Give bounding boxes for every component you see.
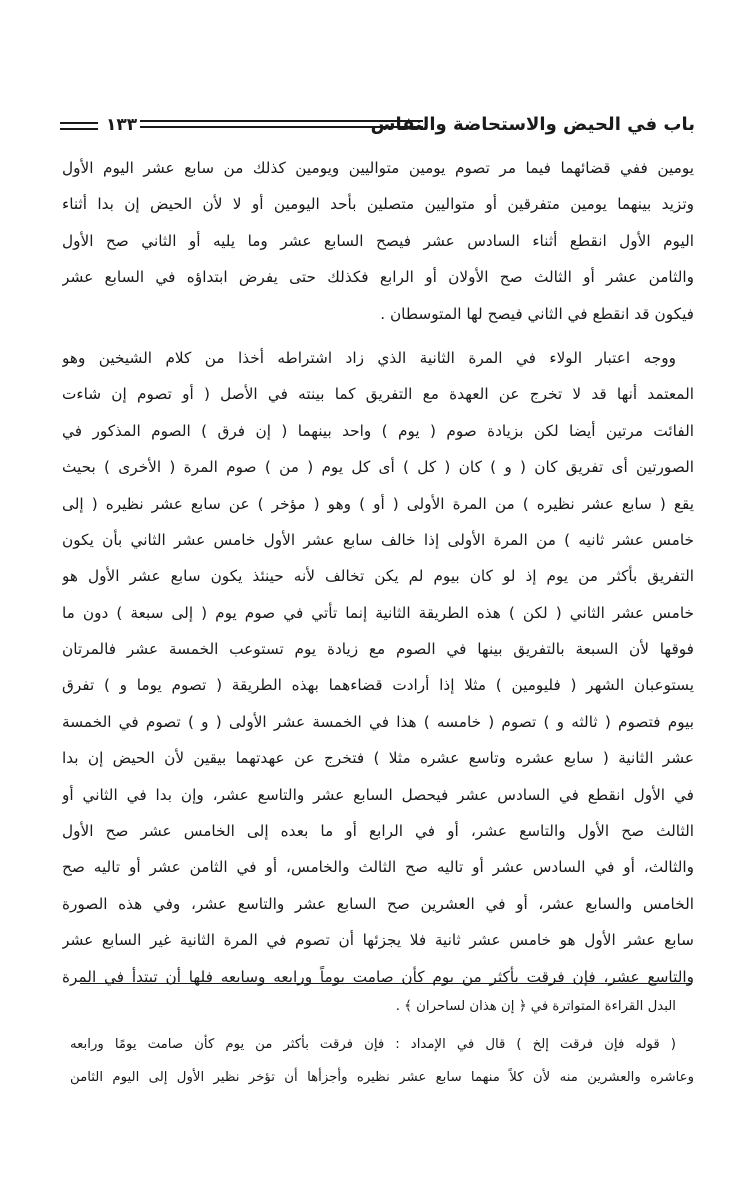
text-line: والثالث، أو في السادس عشر أو تاليه صح الثالث والخامس، أو في الثامن عشر أو تاليه صح — [62, 858, 694, 877]
text-line: ووجه اعتبار الولاء في المرة الثانية الذي زاد اشتراطه أخذا من كلام الشيخين وهو — [62, 348, 676, 367]
text-line: الخامس والسابع عشر، أو في العشرين صح السابع عشر والتاسع عشر، وفي هذه الصورة — [62, 894, 694, 913]
page-number: ١٣٣ — [106, 115, 138, 135]
text-line: خامس عشر ثانيه ) من المرة الأولى إذا خالف سابع عشر الأول خامس عشر الثاني بأن يكون — [62, 530, 694, 549]
main-text — [62, 150, 694, 995]
chapter-title: باب في الحيض والاستحاضة والنفاس — [370, 114, 695, 135]
running-header — [60, 111, 695, 143]
header-short-rule — [60, 122, 98, 130]
footnote-line: ( قوله فإن فرقت إلخ ) قال في الإمداد : فإن فرقت بأكثر من يوم كأن صامت يومًا ورابعه — [70, 1037, 676, 1052]
footnote-2 — [70, 1028, 694, 1094]
text-line: المعتمد أنها قد لا تخرج عن العهدة مع التفريق كما بينته في الأصل ( أو تصوم إن شاءت — [62, 385, 694, 404]
text-line: في الأول انقطع في السادس عشر فيحصل السابع عشر والتاسع عشر، وإن بدا في الثاني أو — [62, 785, 694, 804]
text-line: خامس عشر الثاني ( لكن ) هذه الطريقة الثانية إنما تأتي في صوم يوم ( إلى سبعة ) دون ما — [62, 603, 694, 622]
footnote-1 — [70, 990, 694, 1023]
text-line: التفريق بأكثر من يوم إذ لو كان بيوم لم يكن تخالف لأنه حينئذ يكون سابع عشر الأول هو — [62, 567, 694, 586]
text-line: فوقها لأن السبعة بالتفريق بينها في الصوم مع زيادة يوم تستوعب الخمسة عشر فالمرتان — [62, 640, 694, 659]
text-line: عشر الثانية ( سابع عشره وتاسع عشره مثلا ) فتخرج عن عهدتهما بيقين لأن الحيض إن بدا — [62, 749, 694, 768]
footnotes — [70, 990, 694, 1094]
text-line: بيوم فتصوم ( ثالثه و ) تصوم ( خامسه ) هذا في الخمسة عشر الأولى ( و ) تصوم في الخمسة — [62, 712, 694, 731]
paragraph-1 — [62, 150, 694, 332]
text-line: والثامن عشر أو الثالث صح الأولان أو الرابع فكذلك حتى يفرض ابتداؤه في السابع عشر — [62, 268, 694, 287]
footnote-separator — [80, 983, 692, 984]
paragraph-2 — [62, 340, 694, 995]
header-double-rule — [140, 120, 423, 128]
footnote-line: البدل القراءة المتواترة في ﴿ إن هذان لساحران ﴾ . — [395, 999, 676, 1014]
text-line: يومين ففي قضائهما فيما مر تصوم يومين متواليين ويومين كذلك من سابع عشر اليوم الأول — [62, 159, 694, 177]
text-line: الفائت مرتين أيضا لكن بزيادة صوم ( يوم ) واحد بينهما ( إن فرق ) الصوم المذكور في — [62, 421, 694, 440]
text-line: والتاسع عشر، فإن فرقت بأكثر من يوم كأن صامت يوماً ورابعه وسابعه فلها أن تبتدأ في المرة — [62, 967, 694, 986]
text-line: الصورتين أى تفريق كان ( و ) كان ( كل ) أى كل يوم ( من ) صوم المرة ( الأخرى ) بحيث — [62, 458, 694, 477]
text-line: الثالث صح الأول والتاسع عشر، أو في الرابع أو ما بعده إلى الخامس عشر صح الأول — [62, 822, 694, 841]
text-line: فيكون قد انقطع في الثاني فيصح لها المتوسطان . — [380, 304, 694, 323]
text-line: وتزيد بينهما يومين متفرقين أو متواليين متصلين بأحد اليومين أو لا لأن الحيض إن بدا أثناء — [62, 195, 694, 214]
text-line: يستوعبان الشهر ( فليومين ) مثلا إذا أرادت قضاءهما بهذه الطريقة ( تصوم يوما و ) تفرق — [62, 676, 694, 695]
text-line: اليوم الأول انقطع أثناء السادس عشر فيصح السابع عشر وما يليه أو الثاني صح الأول — [62, 231, 694, 250]
text-line: سابع عشر الأول هو خامس عشر ثانية فلا يجزئها أن تصوم في المرة الثانية غير السابع عشر — [62, 931, 694, 950]
footnote-line: وعاشره والعشرين منه لأن كلاً منهما سابع عشر نظيره وأجزأها أن تؤخر نظير الأول إلى اليوم الثامن — [70, 1070, 694, 1085]
paragraph-gap — [62, 332, 694, 340]
text-line: يقع ( سابع عشر نظيره ) من المرة الأولى ( أو ) وهو ( مؤخر ) عن سابع عشر نظيره ( إلى — [62, 494, 694, 513]
